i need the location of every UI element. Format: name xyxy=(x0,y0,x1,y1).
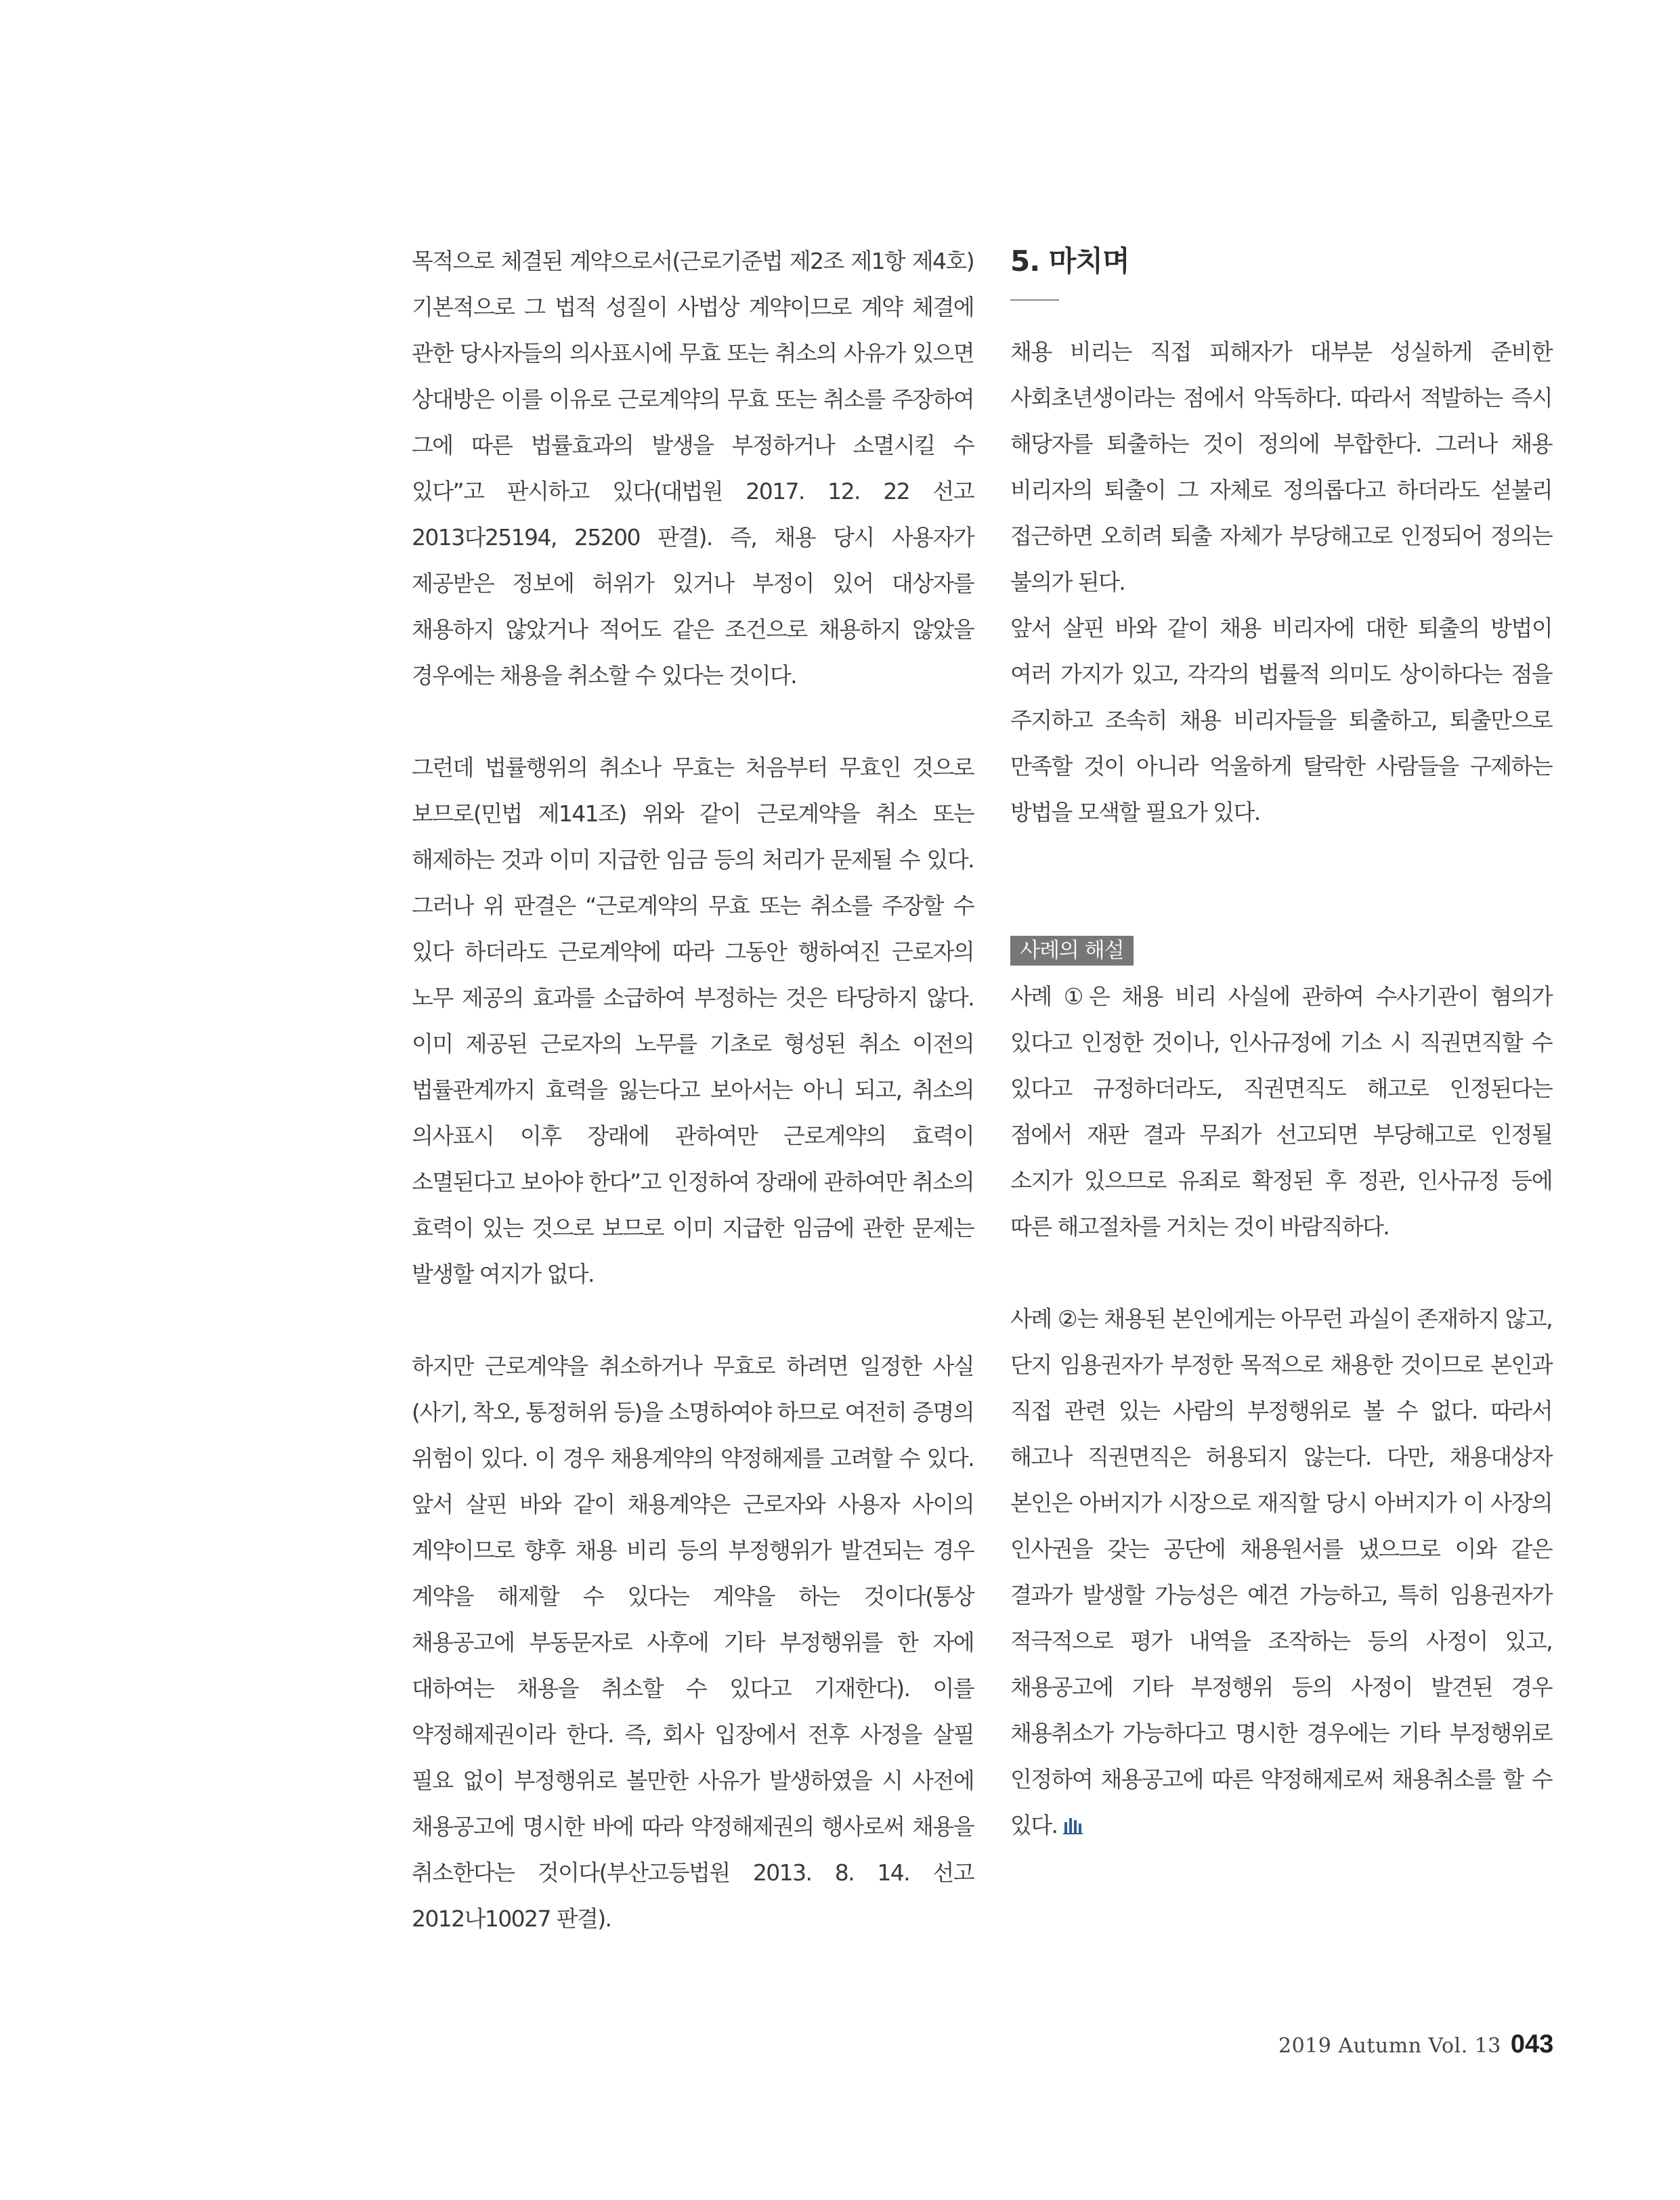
conclusion-paragraph: 채용 비리는 직접 피해자가 대부분 성실하게 준비한 사회초년생이라는 점에서 악독하다. 따라서 적발하는 즉시 해당자를 퇴출하는 것이 정의에 부합한다. 그러나 채용 비리자의 퇴출이 그 자체로 정의롭다고 하더라도 섣불리 접근하면 오히려 퇴출 자체가 부당해고로 인정되어 정의는 불의가 된다. xyxy=(1010,339,1552,595)
page-number: 043 xyxy=(1510,2030,1554,2058)
body-paragraph: 하지만 근로계약을 취소하거나 무효로 하려면 일정한 사실(사기, 착오, 통정허위 등)을 소명하여야 하므로 여전히 증명의 위험이 있다. 이 경우 채용계약의 약정해제를 고려할 수 있다. 앞서 살핀 바와 같이 채용계약은 근로자와 사용자 사이의 계약이므로 향후 채용 비리 등의 부정행위가 발견되는 경우 계약을 해제할 수 있다는 계약을 하는 것이다(통상 채용공고에 부동문자로 사후에 기타 부정행위를 한 자에 대하여는 채용을 취소할 수 있다고 기재한다). 이를 약정해제권이라 한다. 즉, 회사 입장에서 전후 사정을 살필 필요 없이 부정행위로 볼만한 사유가 발생하였을 시 사전에 채용공고에 명시한 바에 따라 약정해제권의 행사로써 채용을 취소한다는 것이다(부산고등법원 2013. 8. 14. 선고 2012나10027 판결). xyxy=(412,1353,974,1932)
conclusion-paragraph: 앞서 살핀 바와 같이 채용 비리자에 대한 퇴출의 방법이 여러 가지가 있고, 각각의 법률적 의미도 상이하다는 점을 주지하고 조속히 채용 비리자들을 퇴출하고, 퇴출만으로 만족할 것이 아니라 억울하게 탈락한 사람들을 구제하는 방법을 모색할 필요가 있다. xyxy=(1010,615,1552,825)
commentary-text: 사례 ②는 채용된 본인에게는 아무런 과실이 존재하지 않고, 단지 임용권자가 부정한 목적으로 채용한 것이므로 본인과 직접 관련 있는 사람의 부정행위로 볼 수 없다. 따라서 해고나 직권면직은 허용되지 않는다. 다만, 채용대상자 본인은 아버지가 시장으로 재직할 당시 아버지가 이 사장의 인사권을 갖는 공단에 채용원서를 냈으므로 이와 같은 결과가 발생할 가능성은 예견 가능하고, 특히 임용권자가 적극적으로 평가 내역을 조작하는 등의 사정이 있고, 채용공고에 기타 부정행위 등의 사정이 발견된 경우 채용취소가 가능하다고 명시한 경우에는 기타 부정행위로 인정하여 채용공고에 따른 약정해제로써 채용취소를 할 수 있다. xyxy=(1010,1306,1552,1838)
commentary-paragraph xyxy=(1010,1296,1552,1849)
body-paragraph: 목적으로 체결된 계약으로서(근로기준법 제2조 제1항 제4호) 기본적으로 그 법적 성질이 사법상 계약이므로 계약 체결에 관한 당사자들의 의사표시에 무효 또는 취소의 사유가 있으면 상대방은 이를 이유로 근로계약의 무효 또는 취소를 주장하여 그에 따른 법률효과의 발생을 부정하거나 소멸시킬 수 있다”고 판시하고 있다(대법원 2017. 12. 22 선고 2013다25194, 25200 판결). 즉, 채용 당시 사용자가 제공받은 정보에 허위가 있거나 부정이 있어 대상자를 채용하지 않았거나 적어도 같은 조건으로 채용하지 않았을 경우에는 채용을 취소할 수 있다는 것이다. xyxy=(412,248,974,689)
paragraph-gap xyxy=(1010,882,1552,928)
paragraph-gap xyxy=(1010,836,1552,882)
page-footer xyxy=(1278,2030,1553,2071)
body-paragraph: 그런데 법률행위의 취소나 무효는 처음부터 무효인 것으로 보므로(민법 제141조) 위와 같이 근로계약을 취소 또는 해제하는 것과 이미 지급한 임금 등의 처리가 문제될 수 있다. 그러나 위 판결은 “근로계약의 무효 또는 취소를 주장할 수 있다 하더라도 근로계약에 따라 그동안 행하여진 근로자의 노무 제공의 효과를 소급하여 부정하는 것은 타당하지 않다. 이미 제공된 근로자의 노무를 기초로 형성된 취소 이전의 법률관계까지 효력을 잃는다고 보아서는 아니 되고, 취소의 의사표시 이후 장래에 관하여만 근로계약의 효력이 소멸된다고 보아야 한다”고 인정하여 장래에 관하여만 취소의 효력이 있는 것으로 보므로 이미 지급한 임금에 관한 문제는 발생할 여지가 없다. xyxy=(412,754,974,1287)
title-rule xyxy=(1010,299,1059,301)
article-end-icon xyxy=(1062,1805,1084,1827)
commentary-paragraph: 사례 ①은 채용 비리 사실에 관하여 수사기관이 혐의가 있다고 인정한 것이나, 인사규정에 기소 시 직권면직할 수 있다고 규정하더라도, 직권면직도 해고로 인정된다는 점에서 재판 결과 무죄가 선고되면 부당해고로 인정될 소지가 있으므로 유죄로 확정된 후 정관, 인사규정 등에 따른 해고절차를 거치는 것이 바람직하다. xyxy=(1010,983,1552,1240)
paragraph-gap xyxy=(412,699,974,745)
paragraph-gap xyxy=(412,1297,974,1343)
issue-label: 2019 Autumn Vol. 13 xyxy=(1278,2034,1501,2058)
paragraph-gap xyxy=(1010,1250,1552,1296)
commentary-badge: 사례의 해설 xyxy=(1010,936,1134,966)
commentary-heading xyxy=(1010,928,1552,974)
section-title: 5. 마치며 xyxy=(1010,244,1129,278)
right-column xyxy=(1010,238,1552,1849)
left-column xyxy=(412,238,974,1942)
